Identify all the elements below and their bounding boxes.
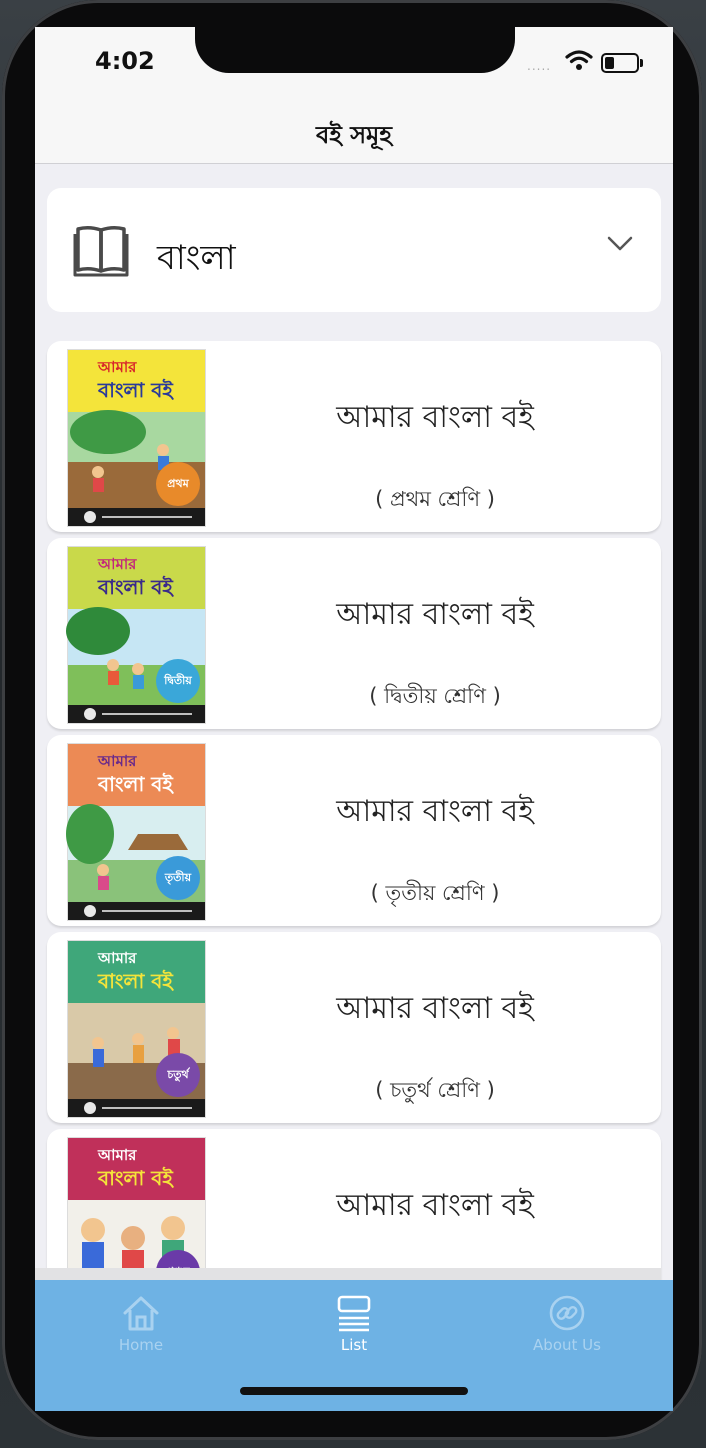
cover-footer — [68, 508, 205, 526]
tab-label: List — [340, 1336, 368, 1354]
cover-footer — [68, 705, 205, 723]
cover-footer — [68, 902, 205, 920]
status-time: 4:02 — [95, 47, 155, 75]
cover-title-line2: বাংলা বই — [98, 772, 173, 796]
tab-list[interactable] — [274, 1294, 434, 1364]
list-icon — [337, 1294, 371, 1332]
book-class-label: ( দ্বিতীয় শ্রেণি ) — [369, 684, 501, 708]
book-cover-image — [67, 546, 206, 724]
horizontal-scrollbar[interactable] — [35, 1268, 661, 1280]
book-title: আমার বাংলা বই — [336, 597, 534, 632]
book-class-label: ( প্রথম শ্রেণি ) — [375, 487, 495, 511]
phone-frame — [2, 0, 702, 1440]
book-title: আমার বাংলা বই — [336, 794, 534, 829]
cover-title-line2: বাংলা বই — [98, 1166, 173, 1190]
book-title: আমার বাংলা বই — [336, 991, 534, 1026]
book-row[interactable] — [47, 932, 661, 1123]
home-indicator[interactable] — [240, 1387, 468, 1395]
book-title: আমার বাংলা বই — [336, 1188, 534, 1223]
cover-badge: প্রথম — [156, 462, 200, 506]
book-cover-image — [67, 349, 206, 527]
cover-title-line2: বাংলা বই — [98, 575, 173, 599]
navigation-bar — [35, 87, 673, 164]
wifi-icon — [565, 49, 593, 71]
battery-icon — [601, 53, 639, 73]
link-icon — [548, 1294, 586, 1332]
book-cover-image — [67, 940, 206, 1118]
cover-title-line1: আমার — [98, 555, 137, 573]
category-header[interactable] — [47, 188, 661, 312]
home-icon — [121, 1294, 161, 1332]
book-list[interactable] — [35, 164, 673, 1280]
book-row[interactable] — [47, 341, 661, 532]
cover-footer — [68, 1099, 205, 1117]
cover-badge: দ্বিতীয় — [156, 659, 200, 703]
book-row[interactable] — [47, 538, 661, 729]
book-class-label: ( তৃতীয় শ্রেণি ) — [370, 881, 500, 905]
cover-title-line1: আমার — [98, 358, 137, 376]
device-notch — [195, 27, 515, 73]
category-title: বাংলা — [157, 238, 236, 278]
cover-title-line2: বাংলা বই — [98, 969, 173, 993]
book-title: আমার বাংলা বই — [336, 400, 534, 435]
tab-about-us[interactable] — [487, 1294, 647, 1364]
cover-title-line1: আমার — [98, 1146, 137, 1164]
open-book-icon — [73, 222, 129, 278]
book-cover-image — [67, 743, 206, 921]
cover-title-line1: আমার — [98, 752, 137, 770]
tab-label: Home — [118, 1336, 164, 1354]
book-class-label: ( চতুর্থ শ্রেণি ) — [375, 1078, 495, 1102]
chevron-down-icon[interactable] — [607, 234, 633, 254]
tab-label: About Us — [533, 1336, 601, 1354]
cover-title-line1: আমার — [98, 949, 137, 967]
app-screen — [35, 27, 673, 1411]
book-row[interactable] — [47, 735, 661, 926]
cover-badge: চতুর্থ — [156, 1053, 200, 1097]
signal-icon: ..... — [527, 59, 552, 73]
cover-title-line2: বাংলা বই — [98, 378, 173, 402]
cover-badge: তৃতীয় — [156, 856, 200, 900]
tab-home[interactable] — [61, 1294, 221, 1364]
page-title: বই সমূহ — [316, 121, 392, 149]
